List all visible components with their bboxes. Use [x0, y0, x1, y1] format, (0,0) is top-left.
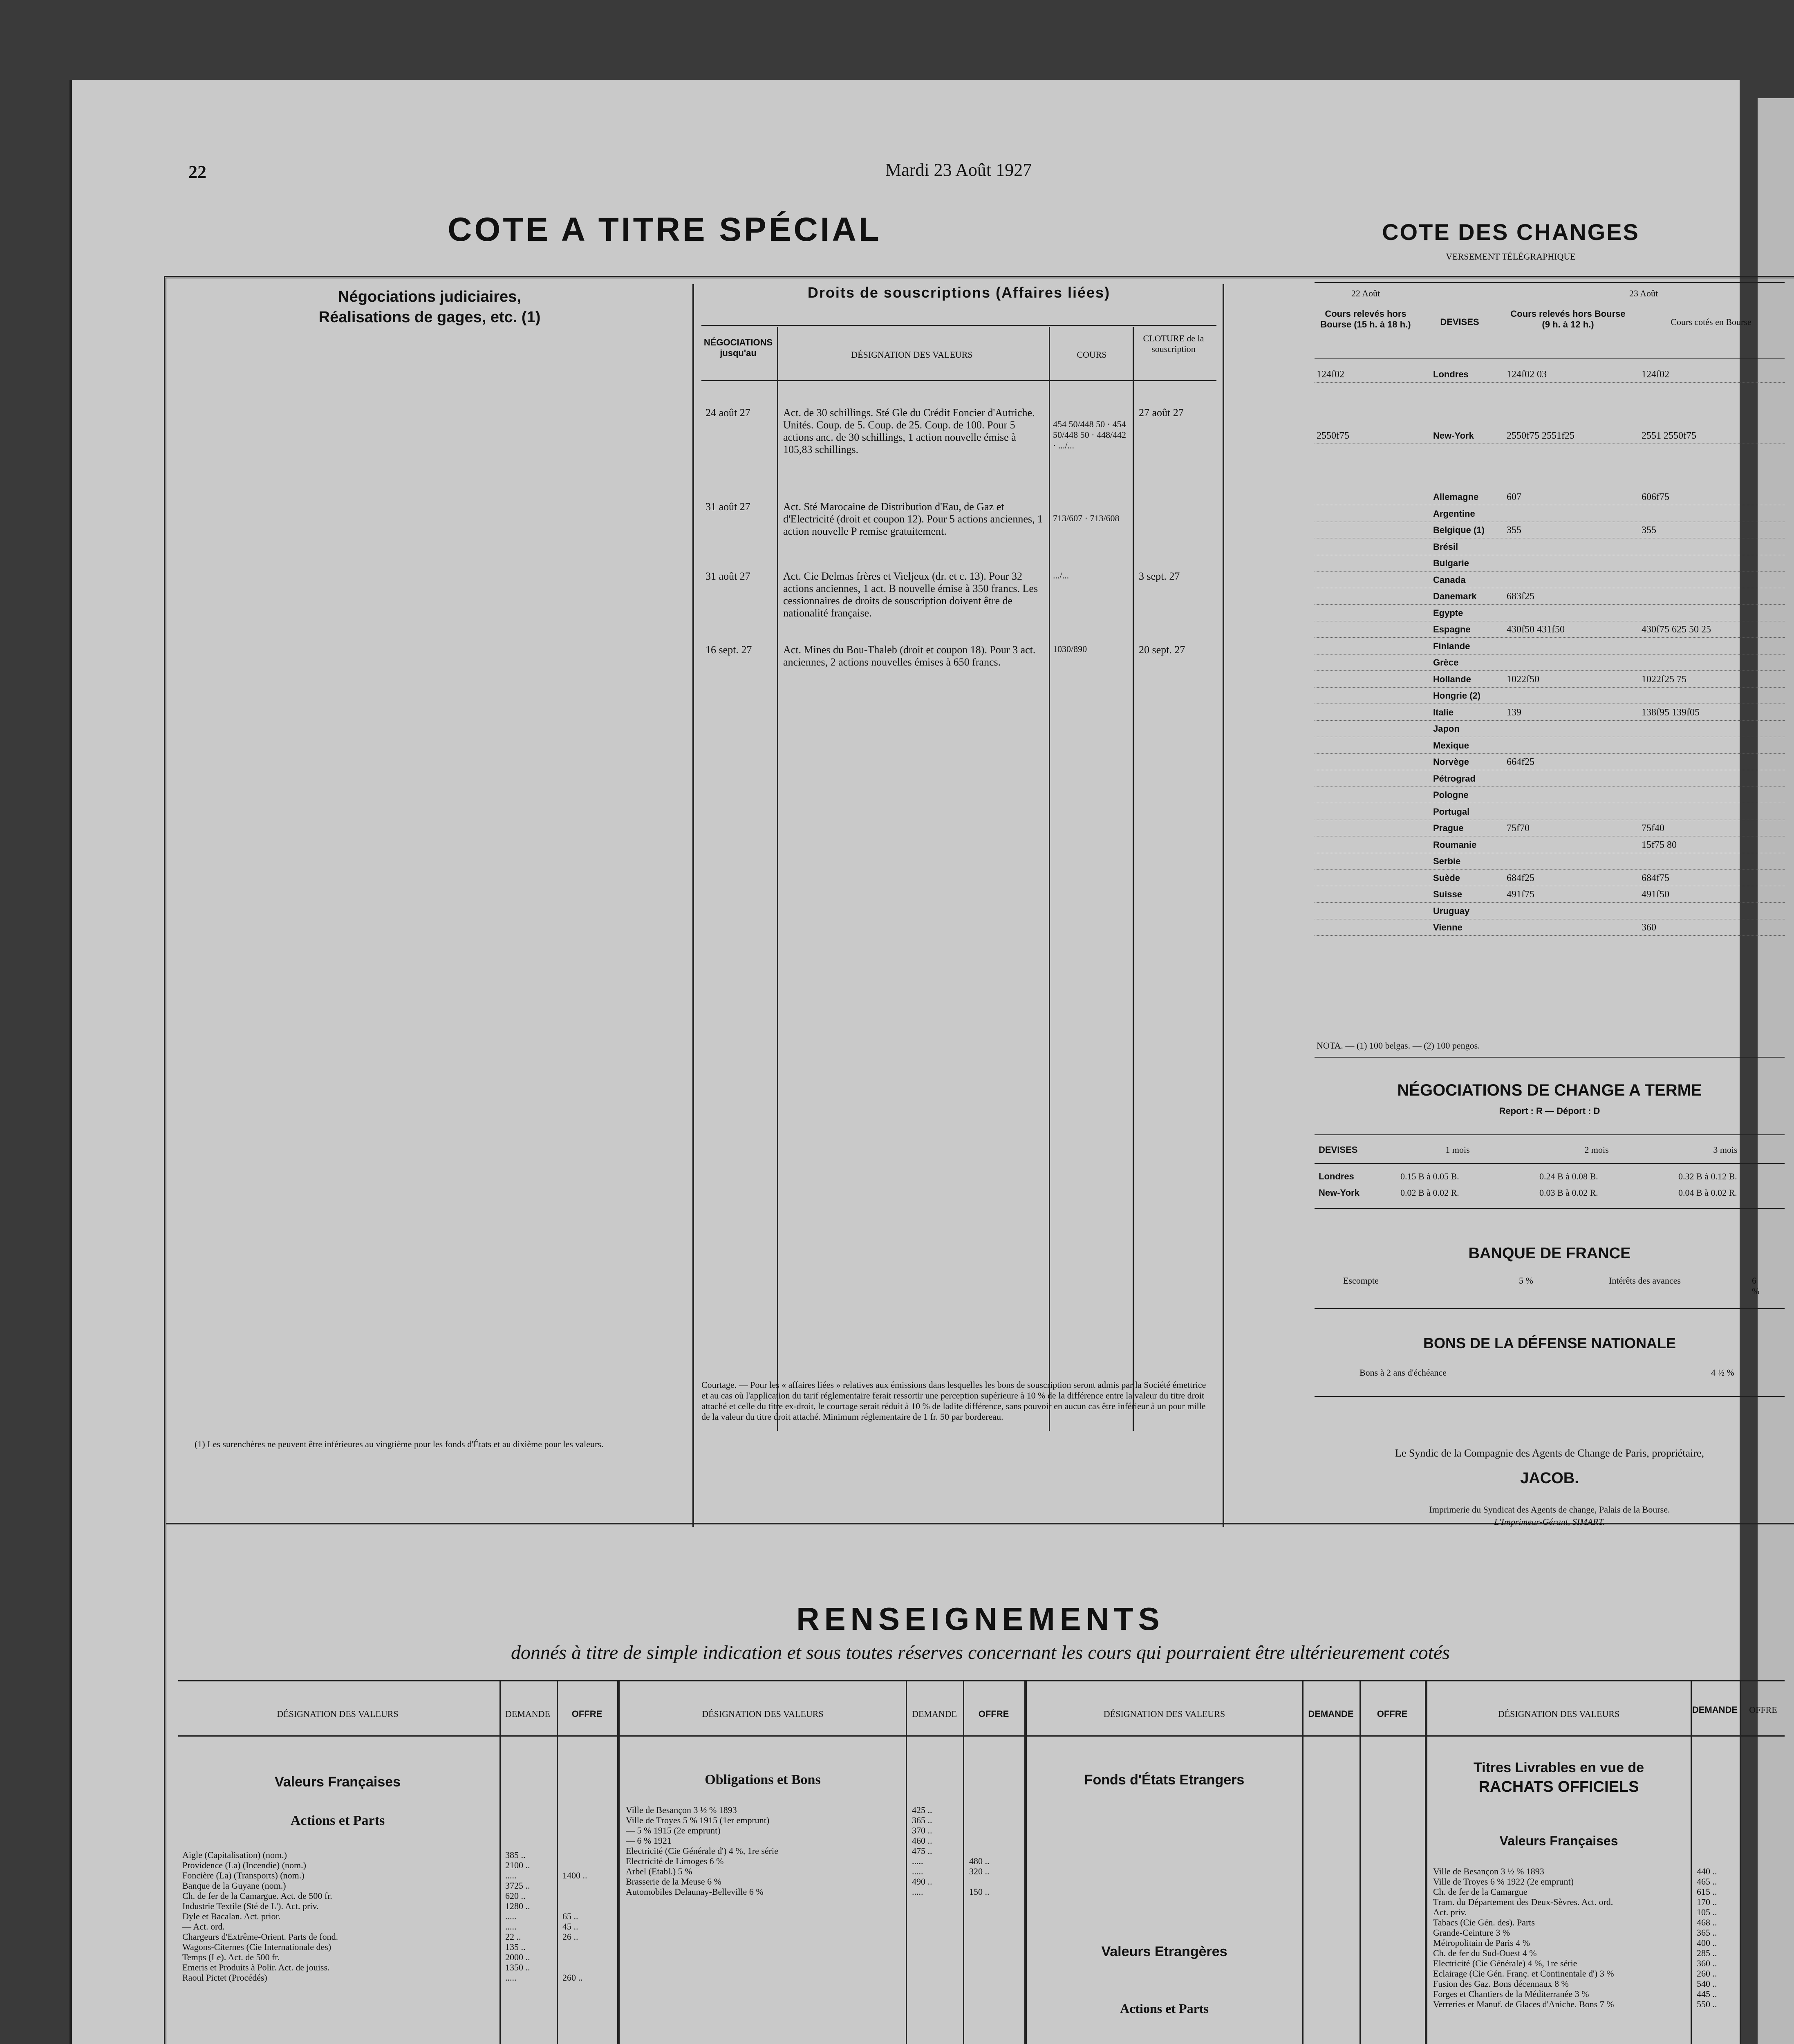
terme-dev: New-York — [1319, 1188, 1359, 1198]
fx-devise: Allemagne — [1433, 492, 1479, 502]
rens-item-name: Tram. du Département des Deux-Sèvres. Act. ord. — [1433, 1897, 1613, 1907]
newspaper-page — [69, 80, 1777, 2044]
fx-row — [1315, 853, 1785, 870]
interets-label: Intérêts des avances — [1609, 1275, 1681, 1286]
rens-item-name: Arbel (Etabl.) 5 % — [626, 1866, 692, 1876]
page-number: 22 — [188, 162, 206, 182]
fx-devise: Londres — [1433, 369, 1469, 379]
fx-devise: Serbie — [1433, 856, 1461, 866]
bons-title: BONS DE LA DÉFENSE NATIONALE — [1423, 1335, 1676, 1351]
rens-item-demande: 385 .. — [505, 1850, 526, 1860]
gerant: L'Imprimeur-Gérant, SIMART. — [1494, 1517, 1605, 1527]
rens-item-value: 360 .. — [1697, 1958, 1717, 1968]
fx-devise: Bulgarie — [1433, 558, 1469, 568]
rens-item-value: 260 .. — [1697, 1968, 1717, 1979]
rens-item-demande: 22 .. — [505, 1932, 521, 1942]
fx-row — [1315, 366, 1785, 383]
c3-heading-3: Actions et Parts — [1120, 2001, 1209, 2016]
row-cours: 1030/890 — [1053, 644, 1087, 654]
fx-row — [1315, 704, 1785, 721]
col-bourse: Cours cotés en Bourse — [1671, 317, 1751, 327]
col-devises: DEVISES — [1440, 317, 1479, 327]
fx-row — [1315, 687, 1785, 704]
rule — [1315, 282, 1785, 283]
rens-item-name: Tabacs (Cie Gén. des). Parts — [1433, 1917, 1535, 1927]
fx-row — [1315, 427, 1785, 444]
fx-hors-bourse: 2550f75 2551f25 — [1507, 430, 1575, 441]
escompte-value: 5 % — [1519, 1275, 1533, 1286]
rens-item-value: 615 .. — [1697, 1887, 1717, 1897]
rens-item-demande: 3725 .. — [505, 1880, 530, 1891]
divider — [1223, 284, 1224, 1527]
rens-item-name: Verreries et Manuf. de Glaces d'Aniche. Bons 7 % — [1433, 1999, 1614, 2009]
col-rule — [1425, 1680, 1427, 2044]
fx-hors-bourse: 1022f50 — [1507, 674, 1539, 685]
col-designation: DÉSIGNATION DES VALEURS — [851, 350, 973, 360]
terme-val: 0.24 B à 0.08 B. — [1539, 1171, 1598, 1181]
bons-value: 4 ½ % — [1711, 1367, 1734, 1378]
fx-row — [1315, 753, 1785, 770]
col-22-aout: 22 Août — [1351, 288, 1380, 298]
fx-devise: New-York — [1433, 430, 1474, 441]
rens-col-designation: DÉSIGNATION DES VALEURS — [702, 1709, 824, 1719]
col-rule — [617, 1680, 620, 2044]
rens-item-name: Industrie Textile (Sté de L'). Act. priv. — [182, 1901, 319, 1911]
fx-bourse: 684f75 — [1642, 872, 1669, 883]
fx-hors-bourse: 607 — [1507, 492, 1521, 502]
c1-heading: Valeurs Françaises — [274, 1774, 401, 1790]
fx-devise: Pologne — [1433, 790, 1469, 800]
fx-bourse: 1022f25 75 — [1642, 674, 1686, 685]
fx-devise: Portugal — [1433, 806, 1470, 817]
fx-devise: Uruguay — [1433, 905, 1470, 916]
fx-bourse: 124f02 — [1642, 369, 1669, 380]
fx-row — [1315, 870, 1785, 886]
row-cloture: 20 sept. 27 — [1139, 644, 1185, 656]
fx-devise: Brésil — [1433, 541, 1458, 552]
c3-heading-2: Valeurs Etrangères — [1101, 1944, 1227, 1959]
fx-prev: 2550f75 — [1317, 430, 1349, 441]
fx-hors-bourse: 139 — [1507, 707, 1521, 718]
c4-heading-0: Titres Livrables en vue de — [1474, 1760, 1644, 1775]
fx-hors-bourse: 75f70 — [1507, 823, 1530, 834]
rens-item-name: Electricité (Cie Générale) 4 %, 1re série — [1433, 1958, 1577, 1968]
terme-sub: Report : R — Déport : D — [1499, 1106, 1600, 1116]
rens-item-offre: 45 .. — [562, 1921, 578, 1932]
fx-row — [1315, 621, 1785, 638]
c4-heading-0b: RACHATS OFFICIELS — [1478, 1778, 1639, 1795]
fx-prev: 124f02 — [1317, 369, 1344, 380]
terme-val: 0.02 B à 0.02 R. — [1400, 1188, 1459, 1198]
rule — [1315, 1396, 1785, 1397]
c2-heading: Obligations et Bons — [705, 1772, 821, 1787]
rens-item-demande: 475 .. — [912, 1846, 932, 1856]
rens-item-offre: 65 .. — [562, 1911, 578, 1921]
terme-val: 0.04 B à 0.02 R. — [1678, 1188, 1737, 1198]
rens-item-name: Ch. de fer du Sud-Ouest 4 % — [1433, 1948, 1537, 1958]
rens-col-demande: DEMANDE — [912, 1709, 957, 1719]
fx-row — [1315, 555, 1785, 572]
fx-row — [1315, 737, 1785, 754]
c1-subheading: Actions et Parts — [290, 1813, 385, 1828]
fx-row — [1315, 820, 1785, 836]
rens-item-name: Ville de Troyes 5 % 1915 (1er emprunt) — [626, 1815, 770, 1825]
fx-row — [1315, 638, 1785, 654]
fx-devise: Belgique (1) — [1433, 525, 1485, 535]
fx-row — [1315, 720, 1785, 737]
rens-item-name: Foncière (La) (Transports) (nom.) — [182, 1870, 305, 1880]
rens-item-demande: 425 .. — [912, 1805, 932, 1815]
fx-hors-bourse: 664f25 — [1507, 757, 1534, 767]
fx-bourse: 491f50 — [1642, 889, 1669, 900]
rens-item-name: Raoul Pictet (Procédés) — [182, 1972, 267, 1983]
page-date: Mardi 23 Août 1927 — [885, 160, 1032, 180]
rule — [1315, 358, 1785, 359]
rens-item-name: Act. priv. — [1433, 1907, 1467, 1917]
col-cloture: CLOTURE de la souscription — [1143, 333, 1204, 354]
rens-col-designation: DÉSIGNATION DES VALEURS — [1498, 1709, 1620, 1719]
fx-bourse: 606f75 — [1642, 492, 1669, 502]
fx-row — [1315, 836, 1785, 853]
changes-subtitle: VERSEMENT TÉLÉGRAPHIQUE — [1446, 251, 1576, 262]
fx-hors-bourse: 683f25 — [1507, 591, 1534, 602]
rens-item-offre: 320 .. — [969, 1866, 990, 1876]
rens-item-name: Grande-Ceinture 3 % — [1433, 1927, 1510, 1938]
fx-devise: Vienne — [1433, 922, 1463, 932]
col-rule — [1049, 327, 1050, 1431]
rens-col-offre: OFFRE — [1377, 1709, 1408, 1719]
row-date: 24 août 27 — [706, 407, 750, 419]
rens-item-demande: 2000 .. — [505, 1952, 530, 1962]
rens-col-demande: DEMANDE — [1308, 1709, 1354, 1719]
droits-title: Droits de souscriptions (Affaires liées) — [807, 284, 1111, 301]
col-negociations: NÉGOCIATIONS jusqu'au — [703, 337, 773, 358]
row-text: Act. Sté Marocaine de Distribution d'Eau, de Gaz et d'Electricité (droit et coupon 12). Pour 5 actions anciennes, 1 action nouvelle P remise gratuitement. — [783, 501, 1043, 537]
fx-devise: Prague — [1433, 823, 1464, 833]
bons-line: Bons à 2 ans d'échéance — [1359, 1367, 1447, 1378]
changes-title: COTE DES CHANGES — [1382, 219, 1639, 245]
fx-devise: Suède — [1433, 872, 1460, 883]
fx-devise: Finlande — [1433, 641, 1470, 651]
fx-devise: Pétrograd — [1433, 773, 1476, 784]
rens-item-value: 465 .. — [1697, 1876, 1717, 1887]
rens-item-name: Wagons-Citernes (Cie Internationale des) — [182, 1942, 331, 1952]
col-rule — [963, 1680, 964, 2044]
fx-row — [1315, 505, 1785, 522]
rens-item-name: Ville de Besançon 3 ½ % 1893 — [626, 1805, 737, 1815]
rens-item-name: Brasserie de la Meuse 6 % — [626, 1876, 721, 1887]
rens-item-name: Métropolitain de Paris 4 % — [1433, 1938, 1530, 1948]
col-rule — [1740, 1680, 1741, 2044]
terme-col-devises: DEVISES — [1319, 1145, 1358, 1155]
c4-heading-1: Valeurs Françaises — [1499, 1833, 1618, 1848]
col-23-aout: 23 Août — [1629, 288, 1658, 298]
fx-devise: Italie — [1433, 707, 1454, 717]
courtage-note: Courtage. — Pour les « affaires liées » relatives aux émissions dans lesquelles les bons de souscription seront admis par la Société émettrice et au cas où l'application du tarif réglementaire ferait ressortir une perception supérieure à 10 % de la différence entre la valeur du titre droit attaché et celle du titre ex-droit, le courtage serait réduit à 10 % de ladite différence, sans pouvoir en aucun cas être inférieur à un pour mille de la valeur du titre droit attaché. Minimum réglementaire de 1 fr. 50 par bordereau. — [701, 1380, 1206, 1422]
fx-row — [1315, 903, 1785, 919]
realisations-title: Réalisations de gages, etc. (1) — [318, 309, 541, 326]
rens-item-value: 285 .. — [1697, 1948, 1717, 1958]
rens-item-value: 550 .. — [1697, 1999, 1717, 2009]
fx-hors-bourse: 684f25 — [1507, 872, 1534, 883]
rens-item-value: 170 .. — [1697, 1897, 1717, 1907]
rens-item-demande: 135 .. — [505, 1942, 526, 1952]
rens-item-demande: 365 .. — [912, 1815, 932, 1825]
banque-title: BANQUE DE FRANCE — [1468, 1245, 1631, 1262]
rens-item-demande: ..... — [912, 1887, 923, 1897]
fx-bourse: 430f75 625 50 25 — [1642, 624, 1711, 635]
col-hors-bourse-prev: Cours relevés hors Bourse (15 h. à 18 h.) — [1320, 309, 1411, 329]
rens-item-demande: 1280 .. — [505, 1901, 530, 1911]
rens-item-demande: ..... — [505, 1911, 517, 1921]
row-cloture: 3 sept. 27 — [1139, 570, 1180, 582]
rule — [1315, 1208, 1785, 1209]
escompte-label: Escompte — [1343, 1275, 1379, 1286]
col-rule — [1302, 1680, 1304, 2044]
imprimerie: Imprimerie du Syndicat des Agents de change, Palais de la Bourse. — [1429, 1504, 1670, 1515]
fx-hors-bourse: 491f75 — [1507, 889, 1534, 900]
fx-bourse: 138f95 139f05 — [1642, 707, 1700, 718]
rens-col-offre: OFFRE — [1749, 1705, 1777, 1715]
fx-row — [1315, 803, 1785, 820]
rens-item-name: Ch. de fer de la Camargue. Act. de 500 fr. — [182, 1891, 332, 1901]
rens-item-offre: 26 .. — [562, 1932, 578, 1942]
rens-subtitle: donnés à titre de simple indication et sous toutes réserves concernant les cours qui pourraient être ultérieurement cotés — [511, 1642, 1450, 1663]
terme-val: 0.32 B à 0.12 B. — [1678, 1171, 1737, 1181]
fx-row — [1315, 919, 1785, 936]
col-cours: COURS — [1077, 350, 1107, 360]
fx-row — [1315, 654, 1785, 671]
fx-devise: Argentine — [1433, 508, 1475, 519]
rens-item-name: Emeris et Produits à Polir. Act. de jouiss. — [182, 1962, 330, 1972]
rens-item-demande: ..... — [912, 1866, 923, 1876]
rens-title: RENSEIGNEMENTS — [796, 1601, 1165, 1637]
rens-item-demande: ..... — [912, 1856, 923, 1866]
row-text: Act. de 30 schillings. Sté Gle du Crédit Foncier d'Autriche. Unités. Coup. de 5. Coup. de 25. Coup. de 100. Pour 5 actions anc. de 30 schillings, 1 action nouvelle émise à 105,83 schillings. — [783, 407, 1035, 455]
fx-row — [1315, 787, 1785, 803]
rens-item-name: Ch. de fer de la Camargue — [1433, 1887, 1527, 1897]
nota: NOTA. — (1) 100 belgas. — (2) 100 pengos. — [1317, 1040, 1480, 1051]
fx-bourse: 360 — [1642, 922, 1656, 933]
rens-item-offre: 1400 .. — [562, 1870, 587, 1880]
row-date: 16 sept. 27 — [706, 644, 752, 656]
col-rule — [557, 1680, 558, 2044]
rens-item-offre: 260 .. — [562, 1972, 583, 1983]
rens-col-designation: DÉSIGNATION DES VALEURS — [277, 1709, 399, 1719]
rens-item-offre: 150 .. — [969, 1887, 990, 1897]
fx-devise: Japon — [1433, 724, 1460, 734]
fx-row — [1315, 522, 1785, 538]
rens-item-name: Eclairage (Cie Gén. Franç. et Continentale d') 3 % — [1433, 1968, 1614, 1979]
syndic-name: JACOB. — [1520, 1470, 1579, 1487]
fx-devise: Canada — [1433, 574, 1466, 585]
rens-col-offre: OFFRE — [978, 1709, 1009, 1719]
rens-item-value: 440 .. — [1697, 1866, 1717, 1876]
rens-item-name: Ville de Troyes 6 % 1922 (2e emprunt) — [1433, 1876, 1574, 1887]
rens-item-name: Fusion des Gaz. Bons décennaux 8 % — [1433, 1979, 1569, 1989]
rule — [178, 1680, 1785, 1681]
rens-item-name: Providence (La) (Incendie) (nom.) — [182, 1860, 306, 1870]
rens-item-name: — 5 % 1915 (2e emprunt) — [626, 1825, 721, 1836]
col-hors-bourse: Cours relevés hors Bourse (9 h. à 12 h.) — [1510, 309, 1626, 329]
left-footnote: (1) Les surenchères ne peuvent être inférieures au vingtième pour les fonds d'États et au dixième pour les valeurs. — [195, 1439, 604, 1449]
row-cloture: 27 août 27 — [1139, 407, 1184, 419]
rule — [701, 380, 1216, 381]
terme-col-2m: 2 mois — [1584, 1145, 1609, 1155]
col-rule — [499, 1680, 501, 2044]
fx-row — [1315, 588, 1785, 605]
rens-item-name: Dyle et Bacalan. Act. prior. — [182, 1911, 281, 1921]
rens-col-demande: DEMANDE — [505, 1709, 550, 1719]
rens-item-demande: 460 .. — [912, 1836, 932, 1846]
row-cours: 713/607 · 713/608 — [1053, 513, 1120, 523]
terme-col-1m: 1 mois — [1445, 1145, 1470, 1155]
rens-item-value: 105 .. — [1697, 1907, 1717, 1917]
rens-item-name: Forges et Chantiers de la Méditerranée 3 % — [1433, 1989, 1589, 1999]
fx-devise: Hollande — [1433, 674, 1471, 684]
rule — [1315, 1163, 1785, 1164]
col-rule — [777, 327, 778, 1431]
rule — [701, 325, 1216, 326]
col-rule — [1133, 327, 1134, 1431]
rens-item-demande: ..... — [505, 1972, 517, 1983]
fx-row — [1315, 489, 1785, 505]
terme-val: 0.15 B à 0.05 B. — [1400, 1171, 1459, 1181]
fx-devise: Suisse — [1433, 889, 1462, 899]
rens-item-name: Aigle (Capitalisation) (nom.) — [182, 1850, 287, 1860]
rens-item-name: — 6 % 1921 — [626, 1836, 672, 1846]
fx-devise: Danemark — [1433, 591, 1477, 601]
fx-devise: Roumanie — [1433, 839, 1477, 850]
col-rule — [1024, 1680, 1027, 2044]
fx-row — [1315, 538, 1785, 555]
row-date: 31 août 27 — [706, 501, 750, 513]
rens-col-designation: DÉSIGNATION DES VALEURS — [1103, 1709, 1225, 1719]
rens-item-value: 400 .. — [1697, 1938, 1717, 1948]
rens-item-name: — Act. ord. — [182, 1921, 225, 1932]
rens-item-value: 540 .. — [1697, 1979, 1717, 1989]
row-text: Act. Cie Delmas frères et Vieljeux (dr. et c. 13). Pour 32 actions anciennes, 1 act. B nouvelle émise à 350 francs. Les cessionnaires de droits de souscription doivent être de nationalité française. — [783, 570, 1038, 619]
fx-row — [1315, 671, 1785, 688]
rule — [1315, 1134, 1785, 1135]
fx-bourse: 75f40 — [1642, 823, 1664, 834]
fx-devise: Hongrie (2) — [1433, 690, 1481, 701]
terme-dev: Londres — [1319, 1171, 1354, 1181]
row-cours: 454 50/448 50 · 454 50/448 50 · 448/442 · .../... — [1053, 419, 1127, 450]
fx-hors-bourse: 124f02 03 — [1507, 369, 1547, 380]
divider — [692, 284, 694, 1527]
c3-heading: Fonds d'États Etrangers — [1084, 1772, 1245, 1788]
fx-devise: Egypte — [1433, 607, 1463, 618]
col-rule — [1691, 1680, 1692, 2044]
rule — [1315, 1057, 1785, 1058]
rens-item-demande: 2100 .. — [505, 1860, 530, 1870]
row-text: Act. Mines du Bou-Thaleb (droit et coupon 18). Pour 3 act. anciennes, 2 actions nouvelles émises à 650 francs. — [783, 644, 1036, 668]
fx-bourse: 355 — [1642, 525, 1656, 536]
rens-item-name: Electricité de Limoges 6 % — [626, 1856, 724, 1866]
fx-hors-bourse: 355 — [1507, 525, 1521, 536]
terme-val: 0.03 B à 0.02 R. — [1539, 1188, 1598, 1198]
rens-item-value: 468 .. — [1697, 1917, 1717, 1927]
rens-item-offre: 480 .. — [969, 1856, 990, 1866]
rens-item-name: Temps (Le). Act. de 500 fr. — [182, 1952, 280, 1962]
rens-item-demande: ..... — [505, 1921, 517, 1932]
rens-item-name: Electricité (Cie Générale d') 4 %, 1re série — [626, 1846, 778, 1856]
judiciaires-title: Négociations judiciaires, — [338, 288, 521, 305]
rule — [1315, 1308, 1785, 1309]
fx-devise: Espagne — [1433, 624, 1471, 634]
col-rule — [1359, 1680, 1361, 2044]
rens-item-name: Banque de la Guyane (nom.) — [182, 1880, 286, 1891]
fx-row — [1315, 770, 1785, 787]
fx-row — [1315, 886, 1785, 903]
rens-col-offre: OFFRE — [571, 1709, 602, 1719]
terme-title: NÉGOCIATIONS DE CHANGE A TERME — [1397, 1081, 1702, 1099]
cote-special-title: COTE A TITRE SPÉCIAL — [448, 211, 882, 248]
fx-bourse: 2551 2550f75 — [1642, 430, 1696, 441]
terme-col-3m: 3 mois — [1713, 1145, 1738, 1155]
row-cours: .../... — [1053, 570, 1069, 580]
rens-item-demande: 370 .. — [912, 1825, 932, 1836]
fx-row — [1315, 605, 1785, 621]
rens-item-demande: 620 .. — [505, 1891, 526, 1901]
rens-item-demande: ..... — [505, 1870, 517, 1880]
fx-devise: Norvège — [1433, 757, 1469, 767]
fx-bourse: 15f75 80 — [1642, 839, 1677, 850]
rens-item-name: Ville de Besançon 3 ½ % 1893 — [1433, 1866, 1544, 1876]
rule — [178, 1735, 1785, 1737]
rens-item-demande: 490 .. — [912, 1876, 932, 1887]
rens-col-demande: DEMANDE — [1692, 1705, 1738, 1715]
rens-item-value: 365 .. — [1697, 1927, 1717, 1938]
syndic-line: Le Syndic de la Compagnie des Agents de Change de Paris, propriétaire, — [1395, 1447, 1704, 1459]
col-rule — [906, 1680, 907, 2044]
rens-item-name: Chargeurs d'Extrême-Orient. Parts de fond. — [182, 1932, 338, 1942]
fx-devise: Grèce — [1433, 657, 1459, 668]
interets-value: 6 % — [1752, 1275, 1760, 1296]
fx-devise: Mexique — [1433, 740, 1469, 751]
rens-item-name: Automobiles Delaunay-Belleville 6 % — [626, 1887, 764, 1897]
fx-hors-bourse: 430f50 431f50 — [1507, 624, 1565, 635]
fx-row — [1315, 572, 1785, 588]
rens-item-value: 445 .. — [1697, 1989, 1717, 1999]
row-date: 31 août 27 — [706, 570, 750, 582]
rens-item-demande: 1350 .. — [505, 1962, 530, 1972]
